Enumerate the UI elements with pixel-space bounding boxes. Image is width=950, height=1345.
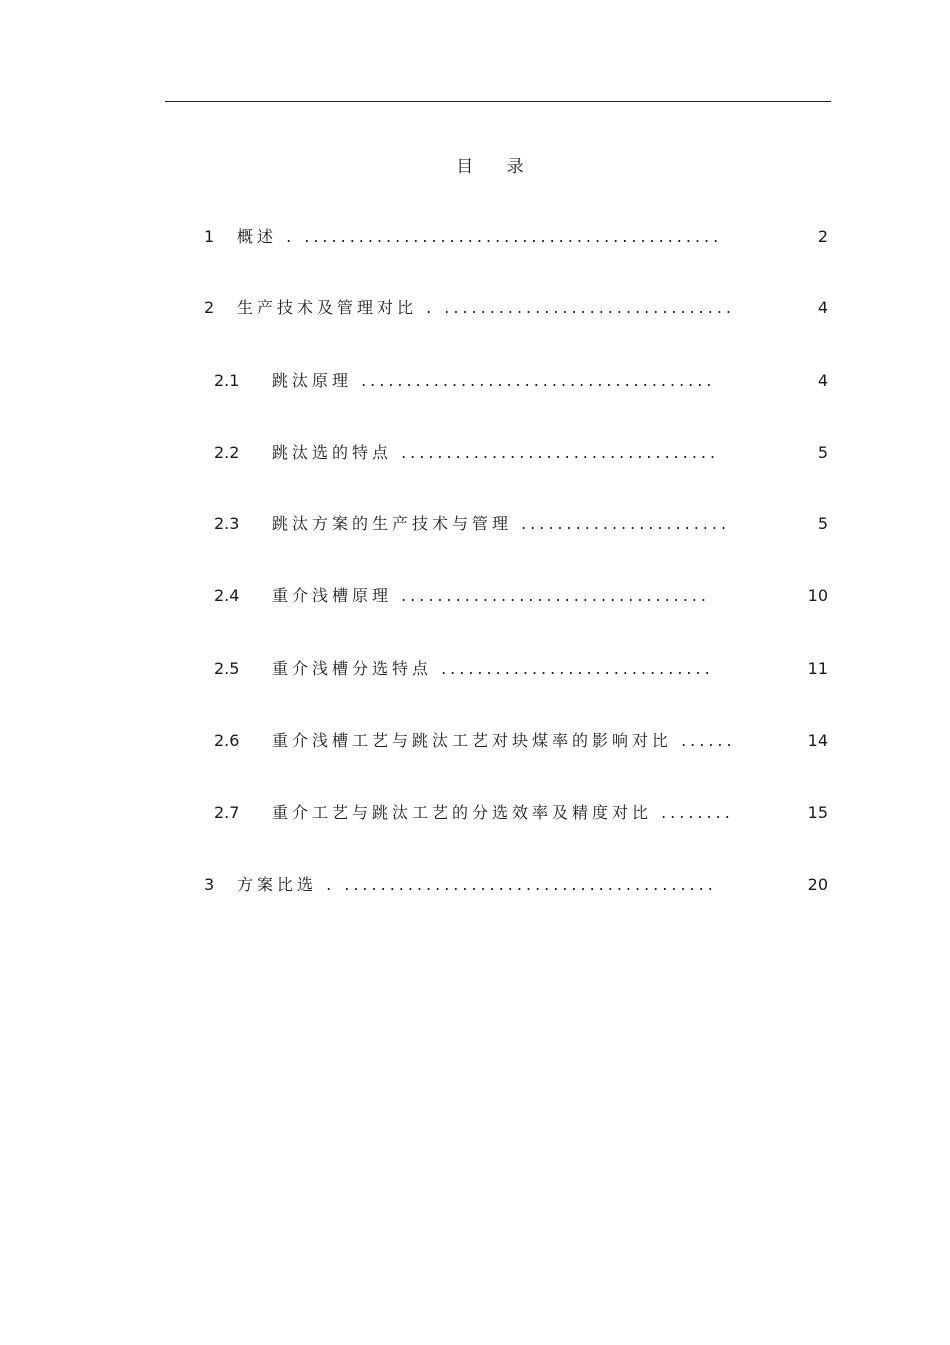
toc-entry-page: 11 — [807, 659, 828, 678]
toc-entry-text: 重介工艺与跳汰工艺的分选效率及精度对比 ........ — [272, 803, 734, 822]
toc-entry-2-2[interactable] — [0, 441, 950, 465]
toc-entry-2-1[interactable] — [0, 369, 950, 393]
toc-entry-text: 生产技术及管理对比 . ................................ — [237, 298, 736, 317]
toc-entry-page: 5 — [817, 443, 828, 462]
toc-entry-page: 4 — [817, 298, 828, 317]
toc-entry-page: 10 — [807, 586, 828, 605]
toc-entry-text: 跳汰方案的生产技术与管理 ....................... — [272, 514, 731, 533]
toc-entry-text: 重介浅槽工艺与跳汰工艺对块煤率的影响对比 ...... — [272, 731, 736, 750]
toc-entry-number: 3 — [204, 875, 215, 894]
toc-entry-number: 1 — [204, 227, 215, 246]
toc-entry-number: 2.7 — [214, 803, 240, 822]
toc-entry-text: 重介浅槽分选特点 .............................. — [272, 659, 714, 678]
toc-entry-page: 14 — [807, 731, 828, 750]
toc-entry-2-6[interactable] — [0, 729, 950, 753]
toc-entry-2-3[interactable] — [0, 512, 950, 536]
toc-entry-text: 概述 . .............................................. — [237, 227, 723, 246]
toc-entry-number: 2.4 — [214, 586, 240, 605]
header-rule — [165, 101, 831, 102]
toc-entry-page: 20 — [807, 875, 828, 894]
toc-entry-1[interactable] — [0, 225, 950, 249]
toc-title: 目 录 — [456, 157, 538, 177]
toc-entry-number: 2.6 — [214, 731, 240, 750]
toc-entry-number: 2.5 — [214, 659, 240, 678]
toc-entry-page: 5 — [817, 514, 828, 533]
toc-entry-number: 2.3 — [214, 514, 240, 533]
toc-entry-text: 跳汰原理 ....................................... — [272, 371, 716, 390]
toc-entry-3[interactable] — [0, 873, 950, 897]
toc-entry-page: 4 — [817, 371, 828, 390]
toc-entry-2-5[interactable] — [0, 657, 950, 681]
toc-entry-page: 15 — [807, 803, 828, 822]
toc-entry-text: 跳汰选的特点 ................................... — [272, 443, 720, 462]
toc-entry-text: 重介浅槽原理 .................................. — [272, 586, 711, 605]
toc-entry-2-7[interactable] — [0, 801, 950, 825]
toc-entry-number: 2.1 — [214, 371, 240, 390]
toc-entry-number: 2.2 — [214, 443, 240, 462]
toc-entry-2[interactable] — [0, 296, 950, 320]
toc-entry-text: 方案比选 . ......................................... — [237, 875, 717, 894]
toc-entry-number: 2 — [204, 298, 215, 317]
toc-entry-2-4[interactable] — [0, 584, 950, 608]
toc-entry-page: 2 — [817, 227, 828, 246]
